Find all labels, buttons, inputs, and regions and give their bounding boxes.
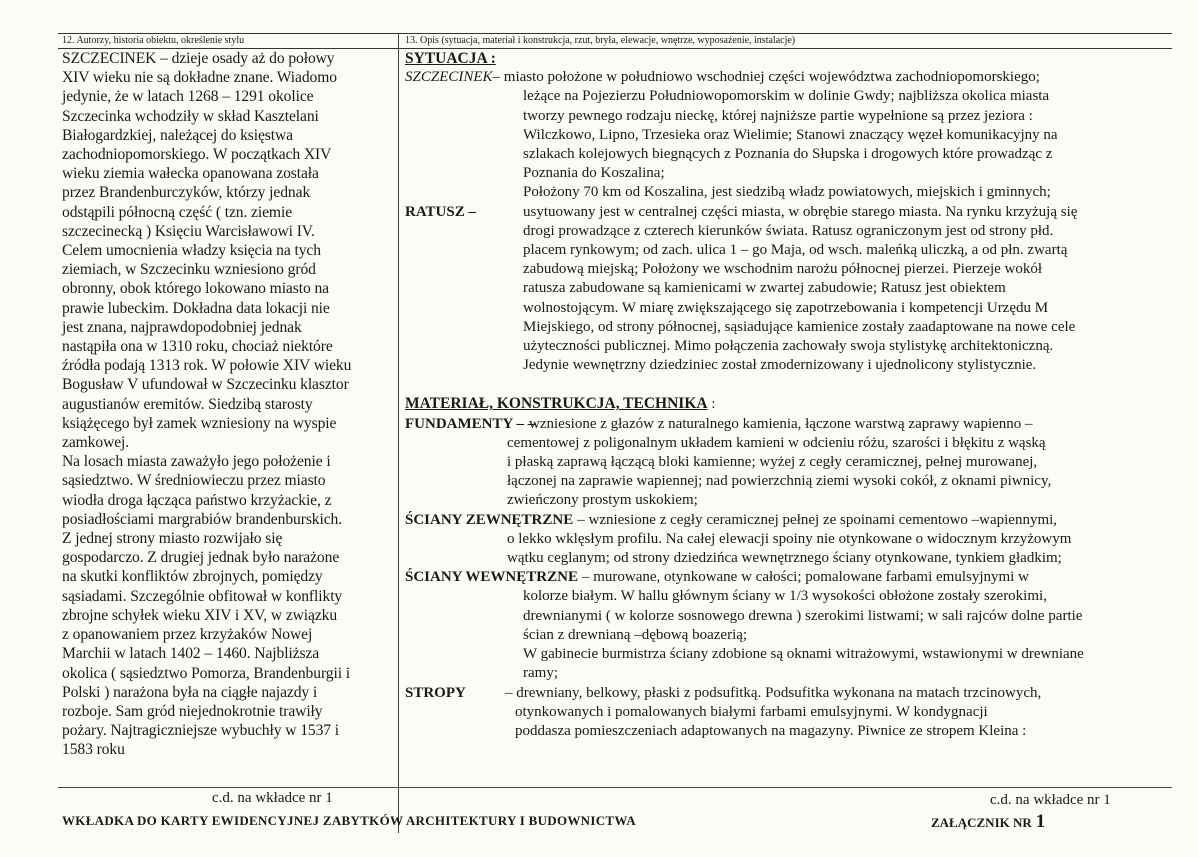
history-line: Białogardzkiej, należącej do księstwa [62,126,293,144]
history-line: na skutki konfliktów zbrojnych, pomiędzy [62,568,323,586]
szczecinek-line: Położony 70 km od Koszalina, jest siedzibą władz powiatowych, miejskich i gminnych; [523,184,1051,201]
material-heading-colon: : [707,396,716,413]
history-column [62,49,396,760]
fundamenty-body [405,434,1175,511]
szczecinek-section [405,68,1175,87]
history-line: sąsiadami. Szczególnie obfitował w konflikty [62,587,343,605]
history-line: Bogusław V ufundował w Szczecinku klasztor [62,376,349,394]
sciany-zewnetrzne-label: ŚCIANY ZEWNĘTRZNE [405,511,574,528]
sciany-wewnetrzne-line: ścian z drewnianą –dębową boazerią; [523,626,748,643]
szczecinek-line: – miasto położone w południowo wschodniej części województwa zachodniopomorskiego; [492,69,1040,86]
history-line: zamkowej. [62,434,130,452]
szczecinek-label: SZCZECINEK [405,69,493,86]
footer-title: WKŁADKA DO KARTY EWIDENCYJNEJ ZABYTKÓW ARCHITEKTURY I BUDOWNICTWA [62,813,636,828]
fundamenty-line: cementowej z poligonalnym układem kamieni w odcieniu różu, szarości i błękitu z wąską [507,434,1046,451]
history-line: rozboje. Sam gród niejednokrotnie trawiły [62,702,323,720]
attachment-number: 1 [1035,811,1046,832]
column-divider [398,33,399,833]
sciany-wewnetrzne-section [405,568,1175,587]
stropy-label: STROPY [405,684,466,701]
sciany-wewnetrzne-label: ŚCIANY WEWNĘTRZNE [405,569,578,586]
sciany-zewnetrzne-section [405,511,1175,530]
history-line: gospodarczo. Z drugiej jednak było narażone [62,549,340,567]
stropy-section [405,684,1175,703]
ratusz-line: Miejskiego, od strony północnej, sąsiadujące kamienice zostały zaadaptowane na nowe cele [523,318,1076,335]
history-line: szczecinecką ) Księciu Warcisławowi IV. [62,222,315,240]
szczecinek-line: tworzy pewnego rodzaju nieckę, której najniższe partie wypełnione są przez jeziora : [523,107,1033,124]
sytuacja-heading: SYTUACJA : [405,50,496,67]
ratusz-line: placem rynkowym; od zach. ulica 1 – go Maja, od wsch. maleńką uliczką, a od płn. zwartą [523,242,1068,259]
ratusz-section [405,203,1175,222]
sciany-wewnetrzne-line: W gabinecie burmistrza ściany zdobione są oknami witrażowymi, wstawionymi w drewniane [523,646,1084,663]
attachment-label: ZAŁĄCZNIK NR [931,815,1032,830]
fundamenty-line: łączonej na zaprawie wapiennej; nad powierzchnią ziemi wysoki cokół, z oknami piwnicy, [507,473,1052,490]
history-line: obronny, obok którego lokowano miasto na [62,280,329,298]
material-heading: MATERIAŁ, KONSTRUKCJA, TECHNIKA [405,395,708,413]
history-line: jedynie, że w latach 1268 – 1291 okolice [62,88,314,106]
stropy-line: – drewniany, belkowy, płaski z podsufitką. Podsufitka wykonana na matach trzcinowych, [505,684,1042,701]
history-line: 1583 roku [62,741,125,759]
material-heading-row [405,394,1175,414]
description-column [405,49,1175,741]
ratusz-line: drogi prowadzące z czterech kierunków świata. Ratusz ograniczonym jest od strony płd. [523,222,1054,239]
history-line: ziemiach, w Szczecinku wzniesiono gród [62,261,316,279]
szczecinek-body [405,87,1175,202]
ratusz-line: ratusza zabudowane są kamienicami w zwartej zabudowie; Ratusz jest obiektem [523,280,1006,297]
stropy-line: poddasza pomieszczeniach adaptowanych na magazyny. Piwnice ze stropem Kleina : [515,722,1027,739]
history-line: źródła podają 1313 rok. W połowie XIV wieku [62,357,352,375]
history-line: okolica ( sąsiedztwo Pomorza, Brandenburgii i [62,664,350,682]
history-line: XIV wieku nie są dokładne znane. Wiadomo [62,69,337,87]
szczecinek-line: Wilczkowo, Lipno, Trzesieka oraz Wielimie; Stanowi znaczący węzeł komunikacyjny na [523,126,1058,143]
ratusz-line: usytuowany jest w centralnej części miasta, w obrębie starego miasta. Na rynku krzyżują się [523,203,1078,220]
history-line: zachodniopomorskiego. W początkach XIV [62,146,332,164]
history-line: Polski ) narażona była na ciągłe najazdy i [62,683,318,701]
fundamenty-line: wzniesione z głazów z naturalnego kamienia, łączone warstwą zaprawy wapienno – [529,415,1033,432]
ratusz-line: Jedynie wewnętrzny dziedziniec został zmodernizowany i ujednolicony stylistycznie. [523,357,1037,374]
history-line: posiadłościami margrabiów brandenburskich. [62,510,343,528]
left-continuation-note: c.d. na wkładce nr 1 [212,790,333,806]
szczecinek-line: leżące na Pojezierzu Południowopomorskim w dolinie Gwdy; najbliższa okolica miasta [523,88,1050,105]
ratusz-body [405,222,1175,376]
right-column-header: 13. Opis (sytuacja, materiał i konstrukcja, rzut, bryła, elewacje, wnętrze, wyposażenie, instalacje) [405,35,796,46]
history-line: Szczecinka wchodziły w skład Kasztelani [62,107,319,125]
fundamenty-section [405,415,1175,434]
fundamenty-label: FUNDAMENTY – – [405,415,536,432]
history-line: pożary. Najtragiczniejsze wybuchły w 1537 i [62,722,340,740]
history-line: jest znana, najprawdopodobniej jednak [62,318,302,336]
frame-bottom-line [58,787,1172,788]
history-line: książęcego był zamek wzniesiony na wyspie [62,414,337,432]
left-column-header: 12. Autorzy, historia obiektu, określenie stylu [62,35,245,46]
sciany-zewnetrzne-body [405,530,1175,568]
history-line: Marchii w latach 1402 – 1460. Najbliższa [62,645,320,663]
sciany-wewnetrzne-line: – murowane, otynkowane w całości; pomalowane farbami emulsyjnymi w [581,569,1029,586]
ratusz-line: użyteczności publicznej. Mimo połączenia zachowały swoja stylistykę architektoniczną. [523,338,1054,355]
history-line: Na losach miasta zaważyło jego położenie i [62,453,331,471]
history-line: zbrojne schyłek wieku XIV i XV, w związku [62,606,338,624]
history-line: SZCZECINEK – dzieje osady aż do połowy [62,50,335,67]
szczecinek-line: szlakach kolejowych biegnących z Poznania do Słupska i drogowych które prowadząc z [523,146,1053,163]
stropy-body [405,703,1175,741]
footer-attachment [931,811,1045,833]
sciany-wewnetrzne-line: drewnianymi ( w kolorze sosnowego drewna ) szerokimi listwami; w sali rajców dolne partie [523,607,1083,624]
history-line: odstąpili północną część ( tzn. ziemie [62,203,293,221]
history-line: augustianów eremitów. Siedzibą starosty [62,395,313,413]
sciany-zewnetrzne-line: o lekko wklęsłym profilu. Na całej elewacji spoiny nie otynkowane o widocznym krzyżowym [507,530,1072,547]
history-line: sąsiedztwo. W średniowieczu przez miasto [62,472,326,490]
history-line: wieku ziemia wałecka opanowana została [62,165,319,183]
history-line: wiodła droga łącząca państwo krzyżackie, z [62,491,332,509]
sciany-zewnetrzne-line: wątku ceglanym; od strony dziedzińca wewnętrznego ściany otynkowane, tynkiem gładkim; [507,550,1062,567]
history-line: prawie lubeckim. Dokładna data lokacji nie [62,299,330,317]
szczecinek-line: Poznania do Koszalina; [523,165,665,182]
history-line: nastąpiła ona w 1310 roku, chociaż niektóre [62,338,333,356]
history-line: Z jednej strony miasto rozwijało się [62,530,283,548]
fundamenty-line: zwieńczony prostym uskokiem; [507,492,698,509]
sciany-wewnetrzne-line: ramy; [523,665,558,682]
sciany-wewnetrzne-body [405,587,1175,683]
sciany-zewnetrzne-line: – wzniesione z cegły ceramicznej pełnej ze spoinami cementowo –wapiennymi, [577,511,1058,528]
history-line: z opanowaniem przez krzyżaków Nowej [62,626,313,644]
ratusz-line: wolnostojącym. W miarę zwiększającego się zapotrzebowania i kompetencji Urzędu M [523,299,1049,316]
history-line: przez Brandenburczyków, którzy jednak [62,184,311,202]
stropy-line: otynkowanych i pomalowanych białymi farbami emulsyjnymi. W kondygnacji [515,703,988,720]
right-continuation-note: c.d. na wkładce nr 1 [990,792,1111,808]
ratusz-line: zabudową miejską; Położony we wschodnim narożu północnej pierzei. Pierzeje wokół [523,261,1043,278]
ratusz-label: RATUSZ – [405,203,476,220]
history-line: Celem umocnienia władzy księcia na tych [62,242,321,260]
fundamenty-line: i płaską zaprawą łączącą bloki kamienne; wyżej z cegły ceramicznej, pełnej murowanej, [507,454,1038,471]
sciany-wewnetrzne-line: kolorze białym. W hallu głównym ściany w 1/3 wysokości obłożone zostały szerokimi, [523,588,1047,605]
